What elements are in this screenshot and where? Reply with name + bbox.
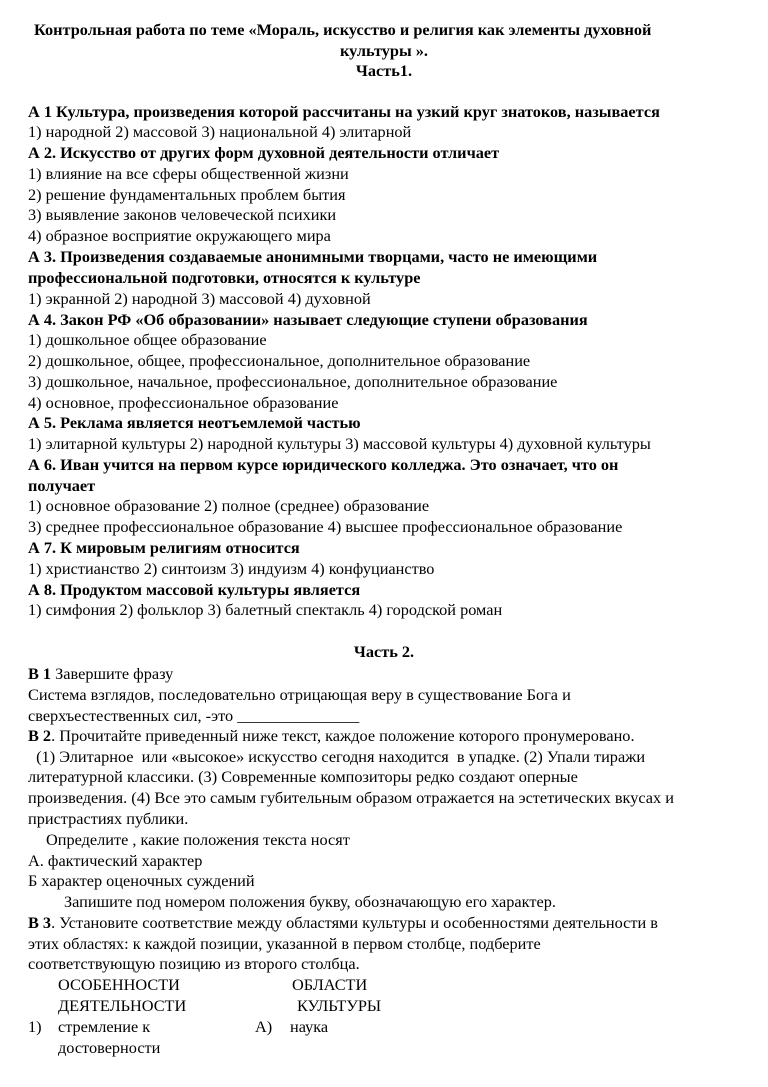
question-a2: А 2. Искусство от других форм духовной деятельности отличает [28, 143, 500, 162]
options-a3: 1) экранной 2) народной 3) массовой 4) духовной [28, 289, 371, 308]
task-b1-text: Завершите фразу [51, 664, 174, 683]
b3-line-2: соответствующую позицию из второго столбца. [28, 954, 360, 973]
part2-heading: Часть 2. [353, 642, 415, 661]
question-a6-line2: получает [28, 476, 96, 495]
option-a2-1: 1) влияние на все сферы общественной жизни [28, 164, 349, 183]
task-b2-text: . Прочитайте приведенный ниже текст, каждое положение которого пронумеровано. [51, 726, 635, 745]
option-a6-2: 3) среднее профессиональное образование 4) высшее профессиональное образование [28, 517, 623, 536]
task-b1-label: В 1 [28, 664, 52, 683]
option-a2-4: 4) образное восприятие окружающего мира [28, 226, 331, 245]
question-a3-line1: А 3. Произведения создаваемые анонимными творцами, часто не имеющими [28, 247, 598, 266]
options-a8: 1) симфония 2) фольклор 3) балетный спектакль 4) городской роман [28, 600, 503, 619]
question-a5: А 5. Реклама является неотъемлемой частью [28, 413, 361, 432]
option-a6-1: 1) основное образование 2) полное (среднее) образование [28, 496, 430, 515]
b1-line-2: сверхъестественных сил, -это _______________ [28, 706, 360, 725]
b3-row1-area: наука [290, 1017, 329, 1036]
question-a7: А 7. К мировым религиям относится [28, 538, 300, 557]
b2-option-a: А. фактический характер [28, 851, 203, 870]
b3-row1-num: 1) [28, 1017, 42, 1036]
task-b2 [28, 726, 635, 746]
b2-text-line-3: произведения. (4) Все это самым губительным образом отражается на эстетических вкусах и [28, 788, 674, 807]
question-a1: А 1 Культура, произведения которой рассчитаны на узкий круг знатоков, называется [28, 102, 660, 121]
question-a8: А 8. Продуктом массовой культуры является [28, 580, 361, 599]
b3-col1-header-1: ОСОБЕННОСТИ [58, 975, 180, 994]
options-a5: 1) элитарной культуры 2) народной культуры 3) массовой культуры 4) духовной культуры [28, 434, 651, 453]
title-line-1: Контрольная работа по теме «Мораль, искусство и религия как элементы духовной [34, 20, 652, 39]
options-a7: 1) христианство 2) синтоизм 3) индуизм 4) конфуцианство [28, 559, 435, 578]
title-line-2: культуры ». [340, 41, 428, 60]
b1-line-1: Система взглядов, последовательно отрицающая веру в существование Бога и [28, 685, 571, 704]
b2-prompt: Определите , какие положения текста носят [46, 830, 350, 849]
b2-option-b: Б характер оценочных суждений [28, 871, 255, 890]
option-a2-2: 2) решение фундаментальных проблем бытия [28, 185, 346, 204]
b3-col2-header-1: ОБЛАСТИ [292, 975, 368, 994]
task-b3-label: В 3 [28, 913, 52, 932]
task-b1 [28, 664, 173, 684]
task-b2-label: В 2 [28, 726, 52, 745]
option-a4-4: 4) основное, профессиональное образование [28, 393, 339, 412]
question-a3-line2: профессиональной подготовки, относятся к культуре [28, 268, 421, 287]
option-a4-3: 3) дошкольное, начальное, профессиональное, дополнительное образование [28, 372, 558, 391]
question-a4: А 4. Закон РФ «Об образовании» называет следующие ступени образования [28, 310, 588, 329]
question-a6-line1: А 6. Иван учится на первом курсе юридического колледжа. Это означает, что он [28, 455, 619, 474]
option-a2-3: 3) выявление законов человеческой психики [28, 205, 337, 224]
part1-heading: Часть1. [355, 61, 413, 80]
b2-text-line-2: литературной классики. (3) Современные композиторы редко создают оперные [28, 767, 578, 786]
b2-instruction: Запишите под номером положения букву, обозначающую его характер. [64, 892, 556, 911]
options-a1: 1) народной 2) массовой 3) национальной 4) элитарной [28, 122, 412, 141]
b3-line-1: этих областях: к каждой позиции, указанной в первом столбце, подберите [28, 934, 541, 953]
task-b3 [28, 913, 658, 933]
b3-row1-feature-1: стремление к [58, 1017, 151, 1036]
b3-col2-header-2: КУЛЬТУРЫ [297, 996, 382, 1015]
b2-text-line-1: (1) Элитарное или «высокое» искусство сегодня находится в упадке. (2) Упали тиражи [28, 747, 646, 766]
b3-row1-feature-2: достоверности [58, 1038, 161, 1057]
b2-text-line-4: пристрастиях публики. [28, 809, 189, 828]
b3-row1-letter: А) [255, 1017, 273, 1036]
option-a4-2: 2) дошкольное, общее, профессиональное, дополнительное образование [28, 351, 531, 370]
option-a4-1: 1) дошкольное общее образование [28, 330, 267, 349]
task-b3-text: . Установите соответствие между областями культуры и особенностями деятельности в [51, 913, 658, 932]
b3-col1-header-2: ДЕЯТЕЛЬНОСТИ [58, 996, 187, 1015]
